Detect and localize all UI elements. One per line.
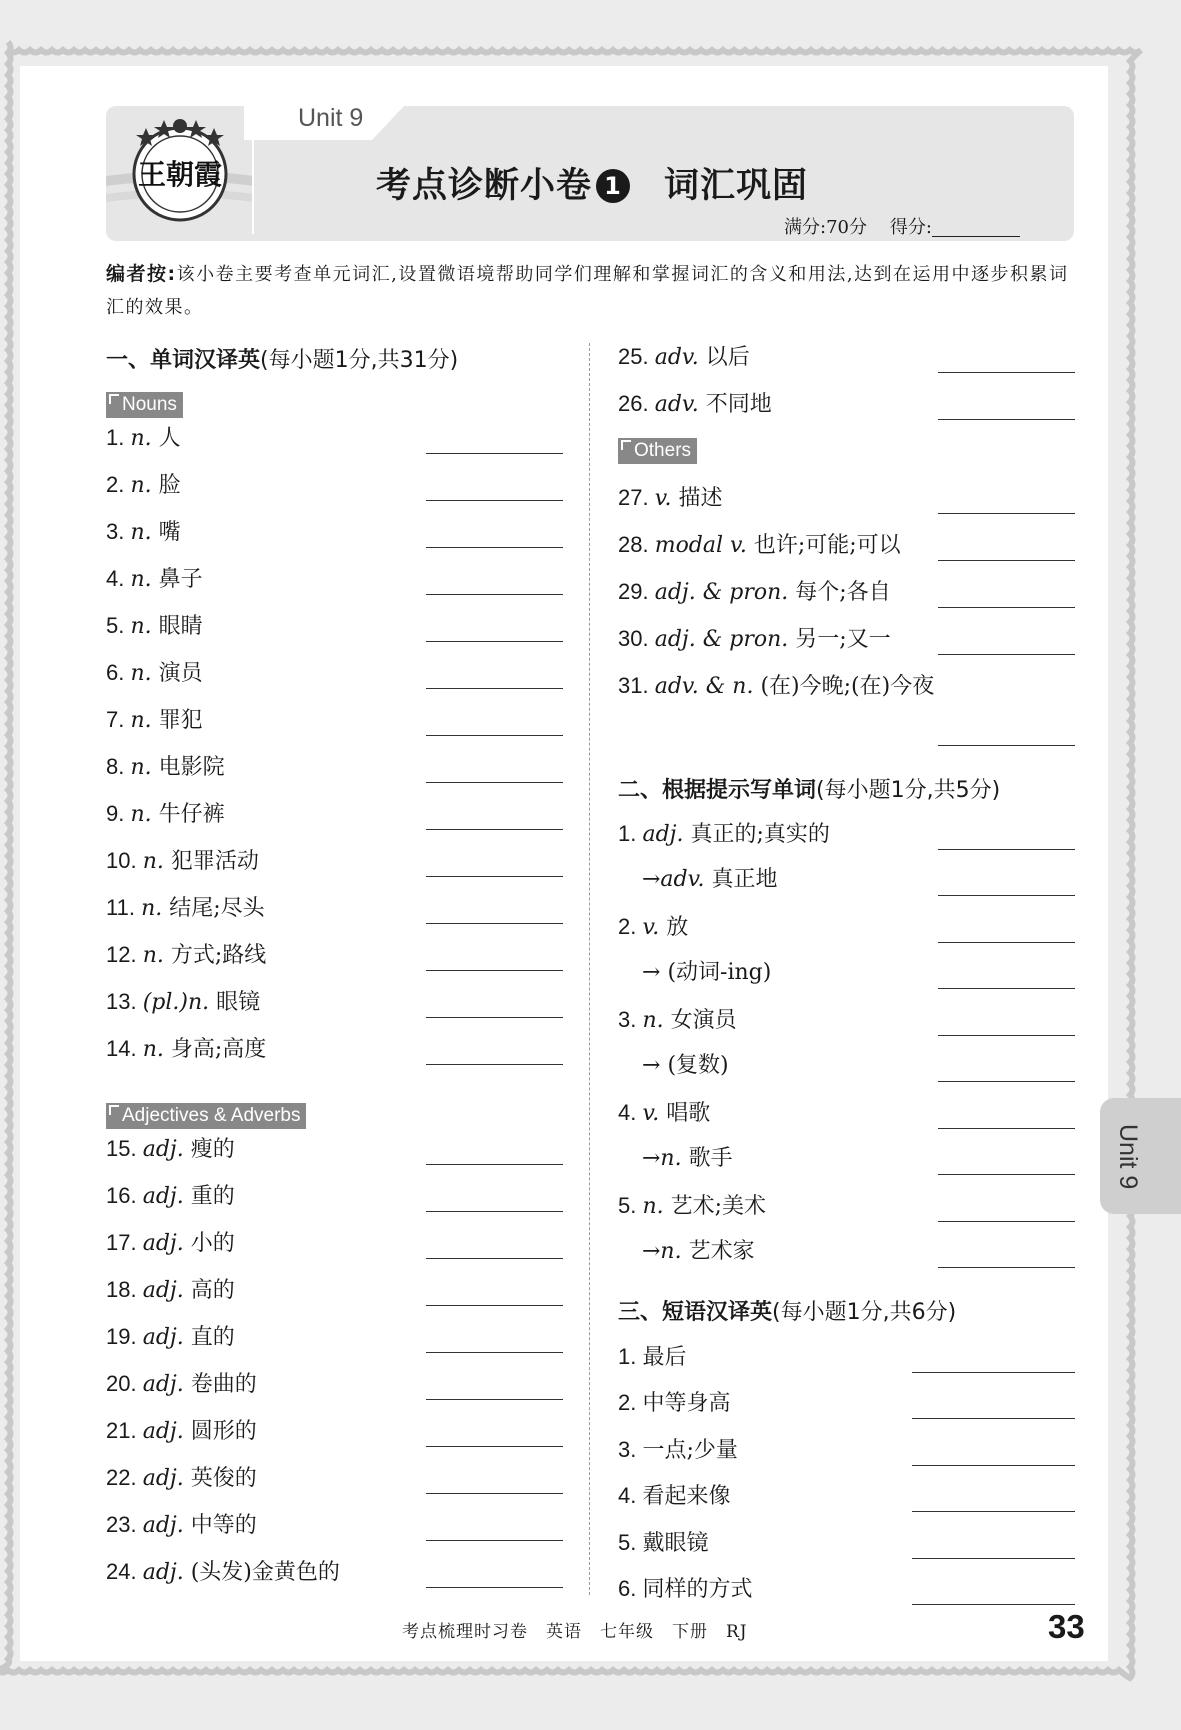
question-number: 9. (106, 801, 131, 826)
question-item (106, 846, 259, 876)
editor-note (106, 258, 1076, 324)
question-number: 4. (618, 1483, 643, 1508)
answer-blank[interactable] (426, 923, 563, 924)
answer-blank[interactable] (426, 1305, 563, 1306)
question-item (618, 342, 750, 372)
part-of-speech: adj. (142, 1372, 191, 1397)
note-label: 编者按: (106, 263, 177, 285)
question-text: 演员 (158, 661, 203, 686)
answer-blank[interactable] (938, 1081, 1075, 1082)
question-item (106, 1510, 257, 1540)
question-item (618, 1388, 730, 1418)
question-text: 方式;路线 (170, 943, 267, 968)
question-item (618, 530, 901, 560)
answer-blank[interactable] (938, 654, 1075, 655)
question-text: (头发)金黄色的 (190, 1560, 340, 1585)
question-text: 圆形的 (190, 1419, 257, 1444)
answer-blank[interactable] (426, 1064, 563, 1065)
answer-blank[interactable] (912, 1372, 1075, 1373)
question-number: 25. (618, 344, 655, 369)
question-item (106, 470, 181, 500)
question-item (106, 799, 225, 829)
question-item (106, 564, 203, 594)
question-text: 描述 (678, 486, 723, 511)
question-number: 20. (106, 1371, 143, 1396)
question-number: 30. (618, 626, 655, 651)
question-number: 22. (106, 1465, 143, 1490)
answer-blank[interactable] (938, 560, 1075, 561)
question-item (618, 1098, 710, 1128)
answer-blank[interactable] (938, 1267, 1075, 1268)
question-text: 电影院 (158, 755, 225, 780)
question-item (618, 1005, 737, 1035)
question-text: 眼镜 (216, 990, 261, 1015)
section3-heading: 三、短语汉译英 (618, 1300, 773, 1325)
part-of-speech: adj. (642, 822, 691, 847)
logo-area (106, 106, 254, 241)
question-item (106, 1416, 257, 1446)
question-item (618, 624, 891, 654)
question-number: 6. (618, 1576, 643, 1601)
question-number: 5. (618, 1193, 643, 1218)
part-of-speech: n. (130, 802, 159, 827)
part-of-speech: → (642, 960, 668, 985)
answer-blank[interactable] (426, 876, 563, 877)
question-item (106, 1322, 235, 1352)
part-of-speech: adj. (142, 1137, 191, 1162)
question-number: 24. (106, 1559, 143, 1584)
question-number: 2. (618, 914, 643, 939)
answer-blank[interactable] (938, 1174, 1075, 1175)
question-number: 3. (106, 519, 131, 544)
question-text: 也许;可能;可以 (753, 533, 901, 558)
section2-title (618, 773, 1000, 804)
answer-blank[interactable] (938, 607, 1075, 608)
question-number: 12. (106, 942, 143, 967)
part-of-speech: n. (130, 520, 159, 545)
question-item (106, 940, 266, 970)
question-text: 戴眼镜 (642, 1531, 709, 1556)
part-of-speech: →adv. (642, 867, 712, 892)
question-number: 3. (618, 1437, 643, 1462)
question-number: 23. (106, 1512, 143, 1537)
answer-blank[interactable] (938, 745, 1075, 746)
answer-blank[interactable] (938, 372, 1075, 373)
part-of-speech: n. (142, 1037, 171, 1062)
brand-logo-icon (106, 106, 254, 241)
question-text: 中等身高 (642, 1391, 731, 1416)
question-number: 13. (106, 989, 143, 1014)
question-text: 直的 (190, 1325, 235, 1350)
question-number: 10. (106, 848, 143, 873)
question-text: 卷曲的 (190, 1372, 257, 1397)
question-item (618, 1481, 730, 1511)
answer-blank[interactable] (938, 513, 1075, 514)
question-text: 一点;少量 (642, 1438, 738, 1463)
question-item (642, 1144, 733, 1174)
part-of-speech: n. (642, 1194, 671, 1219)
question-text: 英俊的 (190, 1466, 257, 1491)
tag-others: Others (618, 438, 697, 464)
question-item (618, 483, 723, 513)
question-number: 5. (106, 613, 131, 638)
answer-blank[interactable] (938, 895, 1075, 896)
answer-blank[interactable] (426, 829, 563, 830)
question-text: 高的 (190, 1278, 235, 1303)
question-text: 另一;又一 (795, 627, 891, 652)
question-text: 罪犯 (158, 708, 203, 733)
question-item (106, 987, 260, 1017)
question-item (642, 865, 777, 895)
question-number: 28. (618, 532, 655, 557)
question-text: 放 (666, 915, 689, 940)
question-item (106, 517, 181, 547)
question-text: 结尾;尽头 (169, 896, 265, 921)
question-item (106, 1557, 340, 1587)
question-item (642, 958, 771, 988)
question-text: 中等的 (190, 1513, 257, 1538)
question-item (618, 1528, 708, 1558)
question-text: 牛仔裤 (158, 802, 225, 827)
question-number: 3. (618, 1007, 643, 1032)
answer-blank[interactable] (938, 942, 1075, 943)
part-of-speech: n. (141, 896, 170, 921)
question-text: 犯罪活动 (170, 849, 259, 874)
part-of-speech: adj. (142, 1466, 191, 1491)
answer-blank[interactable] (938, 849, 1075, 850)
question-number: 21. (106, 1418, 143, 1443)
part-of-speech: adj. (142, 1419, 191, 1444)
answer-blank[interactable] (912, 1465, 1075, 1466)
answer-blank[interactable] (426, 1352, 563, 1353)
question-item (106, 611, 203, 641)
question-text: 瘦的 (190, 1137, 235, 1162)
answer-blank[interactable] (426, 1258, 563, 1259)
page-number: 33 (1048, 1608, 1085, 1645)
column-divider (589, 343, 590, 1595)
question-item (618, 819, 830, 849)
answer-blank[interactable] (426, 735, 563, 736)
answer-blank[interactable] (426, 1587, 563, 1588)
question-text: (动词-ing) (667, 960, 772, 985)
question-text: 鼻子 (158, 567, 203, 592)
question-text: 人 (158, 426, 181, 451)
footer-series: 考点梳理时习卷 (402, 1622, 528, 1642)
part-of-speech: v. (642, 1101, 667, 1126)
question-item (106, 893, 265, 923)
score-area (784, 213, 1020, 239)
svg-text:王朝霞: 王朝霞 (137, 158, 223, 191)
answer-blank[interactable] (912, 1511, 1075, 1512)
full-score: 满分:70分 (784, 217, 867, 238)
question-item (106, 423, 181, 453)
answer-blank[interactable] (426, 1211, 563, 1212)
question-text: 同样的方式 (642, 1577, 753, 1602)
answer-blank[interactable] (938, 988, 1075, 989)
part-of-speech: n. (142, 943, 171, 968)
part-of-speech: n. (130, 661, 159, 686)
question-item (106, 1181, 235, 1211)
question-text: 最后 (642, 1345, 687, 1370)
question-text: 嘴 (158, 520, 181, 545)
part-of-speech: →n. (642, 1239, 689, 1264)
part-of-speech: adj. (142, 1560, 191, 1585)
question-number: 2. (618, 1390, 643, 1415)
answer-blank[interactable] (426, 641, 563, 642)
question-number: 27. (618, 485, 655, 510)
question-text: 不同地 (705, 392, 772, 417)
question-text: 眼睛 (158, 614, 203, 639)
answer-blank[interactable] (938, 1035, 1075, 1036)
tag-adjectives-adverbs: Adjectives & Adverbs (106, 1103, 306, 1129)
answer-blank[interactable] (426, 1017, 563, 1018)
section1-title (106, 343, 458, 374)
part-of-speech: adj. (142, 1325, 191, 1350)
answer-blank[interactable] (912, 1604, 1075, 1605)
part-of-speech: →n. (642, 1146, 689, 1171)
answer-blank[interactable] (426, 594, 563, 595)
part-of-speech: adj. & pron. (654, 580, 796, 605)
question-text: 女演员 (670, 1008, 737, 1033)
question-number: 18. (106, 1277, 143, 1302)
question-text: 艺术家 (688, 1239, 755, 1264)
answer-blank[interactable] (426, 1164, 563, 1165)
question-text: 重的 (190, 1184, 235, 1209)
answer-blank[interactable] (938, 1128, 1075, 1129)
part-of-speech: adj. (142, 1278, 191, 1303)
question-text: 每个;各自 (795, 580, 891, 605)
question-text: 艺术;美术 (670, 1194, 767, 1219)
answer-blank[interactable] (426, 453, 563, 454)
title-text: 考点诊断小卷 (376, 166, 593, 206)
question-text: 歌手 (688, 1146, 733, 1171)
part-of-speech: n. (130, 473, 159, 498)
question-item (106, 1463, 257, 1493)
question-text: (在)今晚;(在)今夜 (760, 674, 935, 699)
question-number: 16. (106, 1183, 143, 1208)
question-number: 8. (106, 754, 131, 779)
question-item (106, 1275, 235, 1305)
part-of-speech: → (642, 1053, 668, 1078)
answer-blank[interactable] (938, 1221, 1075, 1222)
question-number: 17. (106, 1230, 143, 1255)
question-item (618, 912, 688, 942)
answer-blank[interactable] (426, 782, 563, 783)
question-number: 5. (618, 1530, 643, 1555)
question-item (106, 1369, 257, 1399)
part-of-speech: adv. (654, 345, 706, 370)
answer-blank[interactable] (426, 1399, 563, 1400)
header-separator (252, 106, 254, 234)
question-item (618, 1191, 766, 1221)
section2-points: (每小题1分,共5分) (816, 778, 1001, 803)
question-item (106, 1034, 266, 1064)
answer-blank[interactable] (426, 1493, 563, 1494)
question-number: 6. (106, 660, 131, 685)
score-label: 得分: (889, 217, 932, 238)
question-number: 14. (106, 1036, 143, 1061)
answer-blank[interactable] (426, 500, 563, 501)
title-topic: 词汇巩固 (664, 166, 809, 206)
answer-blank[interactable] (426, 1540, 563, 1541)
question-item (642, 1237, 755, 1267)
section1-heading: 一、单词汉译英 (106, 348, 261, 373)
question-item (106, 658, 203, 688)
question-item (618, 577, 891, 607)
part-of-speech: n. (642, 1008, 671, 1033)
question-item (106, 1134, 235, 1164)
question-number: 26. (618, 391, 655, 416)
question-number: 7. (106, 707, 131, 732)
part-of-speech: adj. & pron. (654, 627, 796, 652)
part-of-speech: n. (130, 708, 159, 733)
footer-subject: 英语 (546, 1622, 582, 1642)
score-blank[interactable] (932, 218, 1020, 237)
answer-blank[interactable] (426, 688, 563, 689)
question-text: (复数) (667, 1053, 729, 1078)
question-item (618, 1435, 738, 1465)
section3-title (618, 1295, 956, 1326)
part-of-speech: adv. & n. (654, 674, 761, 699)
part-of-speech: v. (654, 486, 679, 511)
question-number: 29. (618, 579, 655, 604)
part-of-speech: adj. (142, 1184, 191, 1209)
part-of-speech: adj. (142, 1513, 191, 1538)
question-text: 唱歌 (666, 1101, 711, 1126)
question-text: 脸 (158, 473, 181, 498)
part-of-speech: n. (130, 614, 159, 639)
part-of-speech: n. (130, 567, 159, 592)
page-title (376, 158, 808, 208)
question-number: 2. (106, 472, 131, 497)
question-item (106, 1228, 235, 1258)
question-number: 19. (106, 1324, 143, 1349)
tag-nouns: Nouns (106, 392, 183, 418)
question-item (618, 671, 934, 701)
question-text: 身高;高度 (170, 1037, 267, 1062)
footer-volume: 下册 (672, 1622, 708, 1642)
question-item (106, 705, 203, 735)
part-of-speech: adj. (142, 1231, 191, 1256)
part-of-speech: n. (142, 849, 171, 874)
answer-blank[interactable] (912, 1418, 1075, 1419)
answer-blank[interactable] (426, 547, 563, 548)
section2-heading: 二、根据提示写单词 (618, 778, 817, 803)
question-number: 1. (618, 1344, 643, 1369)
question-number: 31. (618, 673, 655, 698)
side-unit-label: Unit 9 (1114, 1124, 1142, 1190)
part-of-speech: adv. (654, 392, 706, 417)
question-item (618, 1342, 686, 1372)
question-text: 小的 (190, 1231, 235, 1256)
part-of-speech: n. (130, 755, 159, 780)
note-text: 该小卷主要考查单元词汇,设置微语境帮助同学们理解和掌握词汇的含义和用法,达到在运用中逐步积累词汇的效果。 (106, 264, 1069, 318)
answer-blank[interactable] (426, 1446, 563, 1447)
question-text: 看起来像 (642, 1484, 731, 1509)
question-text: 真正的;真实的 (690, 822, 830, 847)
unit-label: Unit 9 (298, 104, 364, 132)
answer-blank[interactable] (938, 419, 1075, 420)
section1-points: (每小题1分,共31分) (260, 348, 459, 373)
question-item (106, 752, 225, 782)
question-number: 4. (106, 566, 131, 591)
footer-grade: 七年级 (600, 1622, 654, 1642)
question-item (618, 1574, 752, 1604)
question-text: 真正地 (711, 867, 778, 892)
answer-blank[interactable] (426, 970, 563, 971)
question-number: 1. (106, 425, 131, 450)
answer-blank[interactable] (912, 1558, 1075, 1559)
question-number: 1. (618, 821, 643, 846)
section3-points: (每小题1分,共6分) (772, 1300, 957, 1325)
footer (402, 1617, 766, 1642)
part-of-speech: modal v. (654, 533, 754, 558)
question-number: 4. (618, 1100, 643, 1125)
part-of-speech: v. (642, 915, 667, 940)
question-item (618, 389, 772, 419)
question-item (642, 1051, 729, 1081)
question-text: 以后 (705, 345, 750, 370)
title-number: 1 (596, 169, 630, 203)
footer-edition: RJ (726, 1622, 748, 1642)
part-of-speech: n. (130, 426, 159, 451)
question-number: 15. (106, 1136, 143, 1161)
part-of-speech: (pl.)n. (142, 990, 217, 1015)
question-number: 11. (106, 895, 142, 920)
